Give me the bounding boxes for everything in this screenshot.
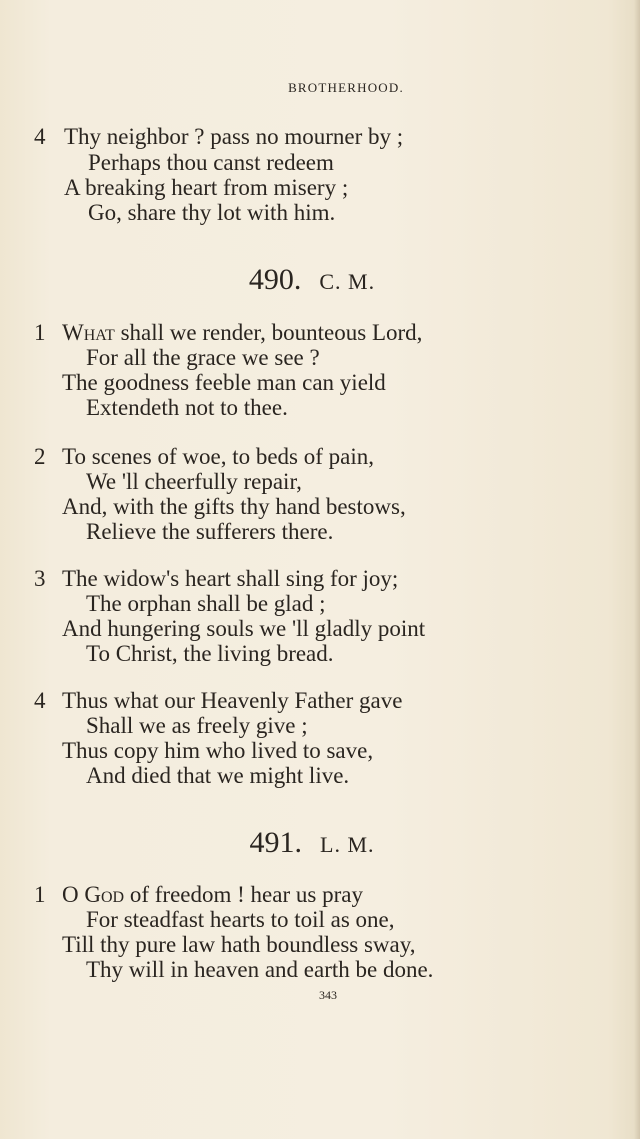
initial-word: What <box>62 320 115 345</box>
verse-line: Relieve the sufferers there. <box>86 519 334 544</box>
verse-line: Perhaps thou canst redeem <box>88 150 334 175</box>
hymn-number: 490. <box>248 263 302 296</box>
verse-number: 4 <box>34 124 46 149</box>
running-head: BROTHERHOOD. <box>288 80 404 95</box>
verse-first-line: To scenes of woe, to beds of pain, <box>62 444 375 469</box>
verse-first-line <box>62 320 422 345</box>
hymn-meter: L. M. <box>320 832 375 857</box>
hymn-heading <box>0 263 632 297</box>
verse-line: Thy neighbor ? pass no mourner by ; <box>64 124 404 149</box>
verse-line: And hungering souls we 'll gladly point <box>62 616 426 641</box>
verse-line: Shall we as freely give ; <box>86 713 308 738</box>
verse-line: For steadfast hearts to toil as one, <box>86 907 395 932</box>
verse-first-line <box>62 882 363 907</box>
verse-first-line: Thus what our Heavenly Father gave <box>62 688 403 713</box>
verse-number: 4 <box>34 688 46 713</box>
hymn-number: 491. <box>249 826 302 859</box>
verse-number: 2 <box>34 444 46 469</box>
first-line-rest: shall we render, bounteous Lord, <box>114 320 423 345</box>
verse-line: Extendeth not to thee. <box>86 395 288 420</box>
first-line-rest: of freedom ! hear us pray <box>124 882 363 907</box>
verse-line: And, with the gifts thy hand bestows, <box>62 494 406 519</box>
hymn-heading <box>0 826 632 860</box>
verse-line: Go, share thy lot with him. <box>88 200 336 225</box>
initial-word: God <box>84 882 125 907</box>
first-line-pre: O <box>62 882 85 907</box>
verse-line: To Christ, the living bread. <box>86 641 334 666</box>
verse-line: The orphan shall be glad ; <box>86 591 326 616</box>
verse-line: A breaking heart from misery ; <box>64 175 349 200</box>
hymn-meter: C. M. <box>319 269 376 294</box>
verse-line: And died that we might live. <box>86 763 350 788</box>
verse-number: 1 <box>34 882 46 907</box>
verse-number: 3 <box>34 566 46 591</box>
verse-number: 1 <box>34 320 46 345</box>
page-number: 343 <box>319 988 337 1002</box>
page-edge-shadow <box>634 0 640 1139</box>
verse-line: Thy will in heaven and earth be done. <box>86 957 434 982</box>
verse-line: Thus copy him who lived to save, <box>62 738 374 763</box>
verse-line: Till thy pure law hath boundless sway, <box>62 932 416 957</box>
verse-line: For all the grace we see ? <box>86 345 320 370</box>
verse-first-line: The widow's heart shall sing for joy; <box>62 566 399 591</box>
verse-line: The goodness feeble man can yield <box>62 370 386 395</box>
verse-line: We 'll cheerfully repair, <box>86 469 302 494</box>
